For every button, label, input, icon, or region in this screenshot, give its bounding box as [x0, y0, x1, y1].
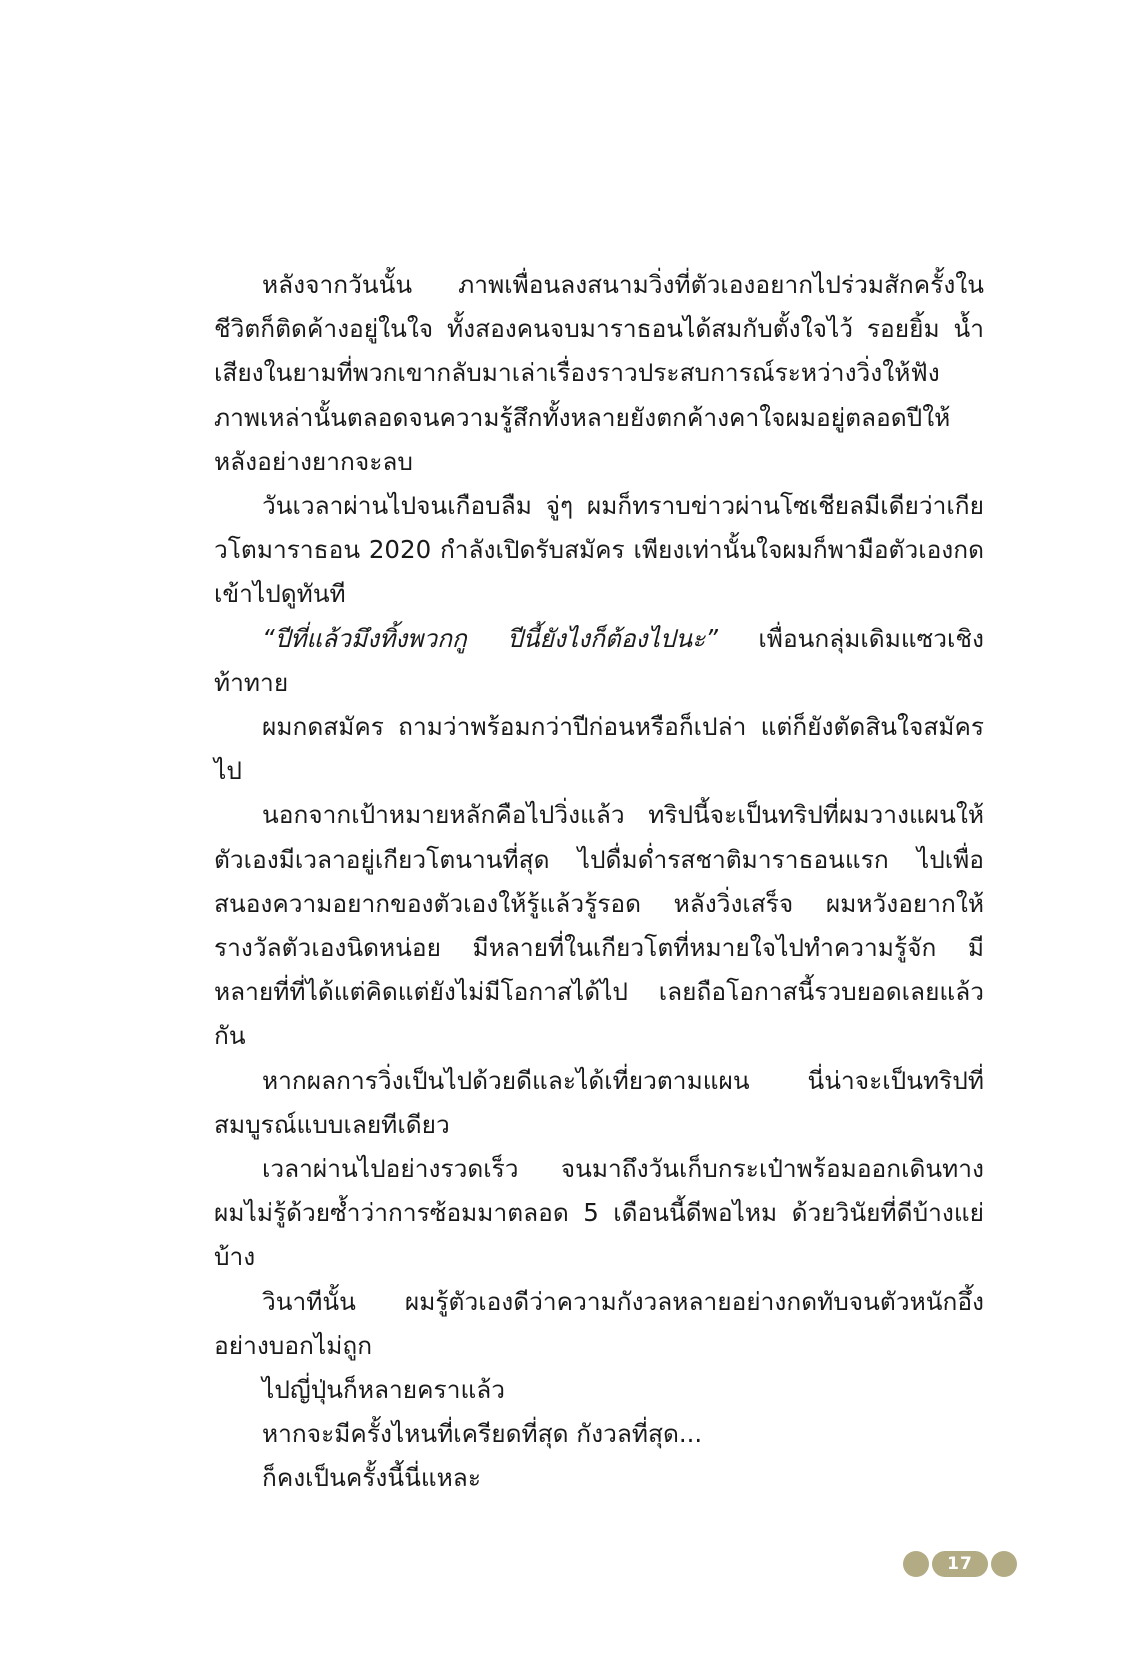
dialogue-quote: “ปีที่แล้วมึงทิ้งพวกกู ปีนี้ยังไงก็ต้องไปนะ”: [262, 623, 718, 653]
paragraph-3-text: เพื่อนกลุ่มเดิมแซวเชิงท้าทาย: [214, 623, 984, 697]
paragraph-8: วินาทีนั้น ผมรู้ตัวเองดีว่าความกังวลหลายอย่างกดทับจนตัวหนักอึ้งอย่างบอกไม่ถูก: [214, 1286, 984, 1360]
paragraph-1: หลังจากวันนั้น ภาพเพื่อนลงสนามวิ่งที่ตัวเองอยากไปร่วมสักครั้งในชีวิตก็ติดค้างอยู่ในใจ ทั้งสองคนจบมาราธอนได้สมกับตั้งใจไว้ รอยยิ้ม น้ำเสียงในยามที่พวกเขากลับมาเล่าเรื่องราวประสบการณ์ระหว่างวิ่งให้ฟัง ภาพเหล่านั้นตลอดจนความรู้สึกทั้งหลายยังตกค้างคาใจผมอยู่ตลอดปีให้หลังอย่างยากจะลบ: [214, 270, 984, 476]
paragraph-6: หากผลการวิ่งเป็นไปด้วยดีและได้เที่ยวตามแผน นี่น่าจะเป็นทริปที่สมบูรณ์แบบเลยทีเดียว: [214, 1065, 984, 1139]
right-dot-ornament: [991, 1551, 1017, 1577]
page-number: 17: [932, 1551, 988, 1577]
paragraph-11: ก็คงเป็นครั้งนี้นี่แหละ: [262, 1463, 481, 1493]
paragraph-9: ไปญี่ปุ่นก็หลายคราแล้ว: [262, 1375, 506, 1405]
paragraph-7: เวลาผ่านไปอย่างรวดเร็ว จนมาถึงวันเก็บกระเป๋าพร้อมออกเดินทาง ผมไม่รู้ด้วยซ้ำว่าการซ้อมมาตลอด 5 เดือนนี้ดีพอไหม ด้วยวินัยที่ดีบ้างแย่บ้าง: [214, 1154, 984, 1272]
paragraph-5: นอกจากเป้าหมายหลักคือไปวิ่งแล้ว ทริปนี้จะเป็นทริปที่ผมวางแผนให้ตัวเองมีเวลาอยู่เกียวโตนานที่สุด ไปดื่มด่ำรสชาติมาราธอนแรก ไปเพื่อสนองความอยากของตัวเองให้รู้แล้วรู้รอด หลังวิ่งเสร็จ ผมหวังอยากให้รางวัลตัวเองนิดหน่อย มีหลายที่ในเกียวโตที่หมายใจไปทำความรู้จัก มีหลายที่ที่ได้แต่คิดแต่ยังไม่มีโอกาสได้ไป เลยถือโอกาสนี้รวบยอดเลยแล้วกัน: [214, 800, 984, 1051]
paragraph-4: ผมกดสมัคร ถามว่าพร้อมกว่าปีก่อนหรือก็เปล่า แต่ก็ยังตัดสินใจสมัครไป: [214, 712, 984, 786]
left-dot-ornament: [903, 1551, 929, 1577]
paragraph-10: หากจะมีครั้งไหนที่เครียดที่สุด กังวลที่สุด...: [262, 1419, 703, 1449]
page-number-badge: [903, 1547, 1021, 1581]
body-text: [214, 263, 984, 1501]
paragraph-3: [214, 617, 984, 705]
paragraph-2: วันเวลาผ่านไปจนเกือบลืม จู่ๆ ผมก็ทราบข่าวผ่านโซเชียลมีเดียว่าเกียวโตมาราธอน 2020 กำลังเปิดรับสมัคร เพียงเท่านั้นใจผมก็พามือตัวเองกดเข้าไปดูทันที: [214, 491, 984, 609]
